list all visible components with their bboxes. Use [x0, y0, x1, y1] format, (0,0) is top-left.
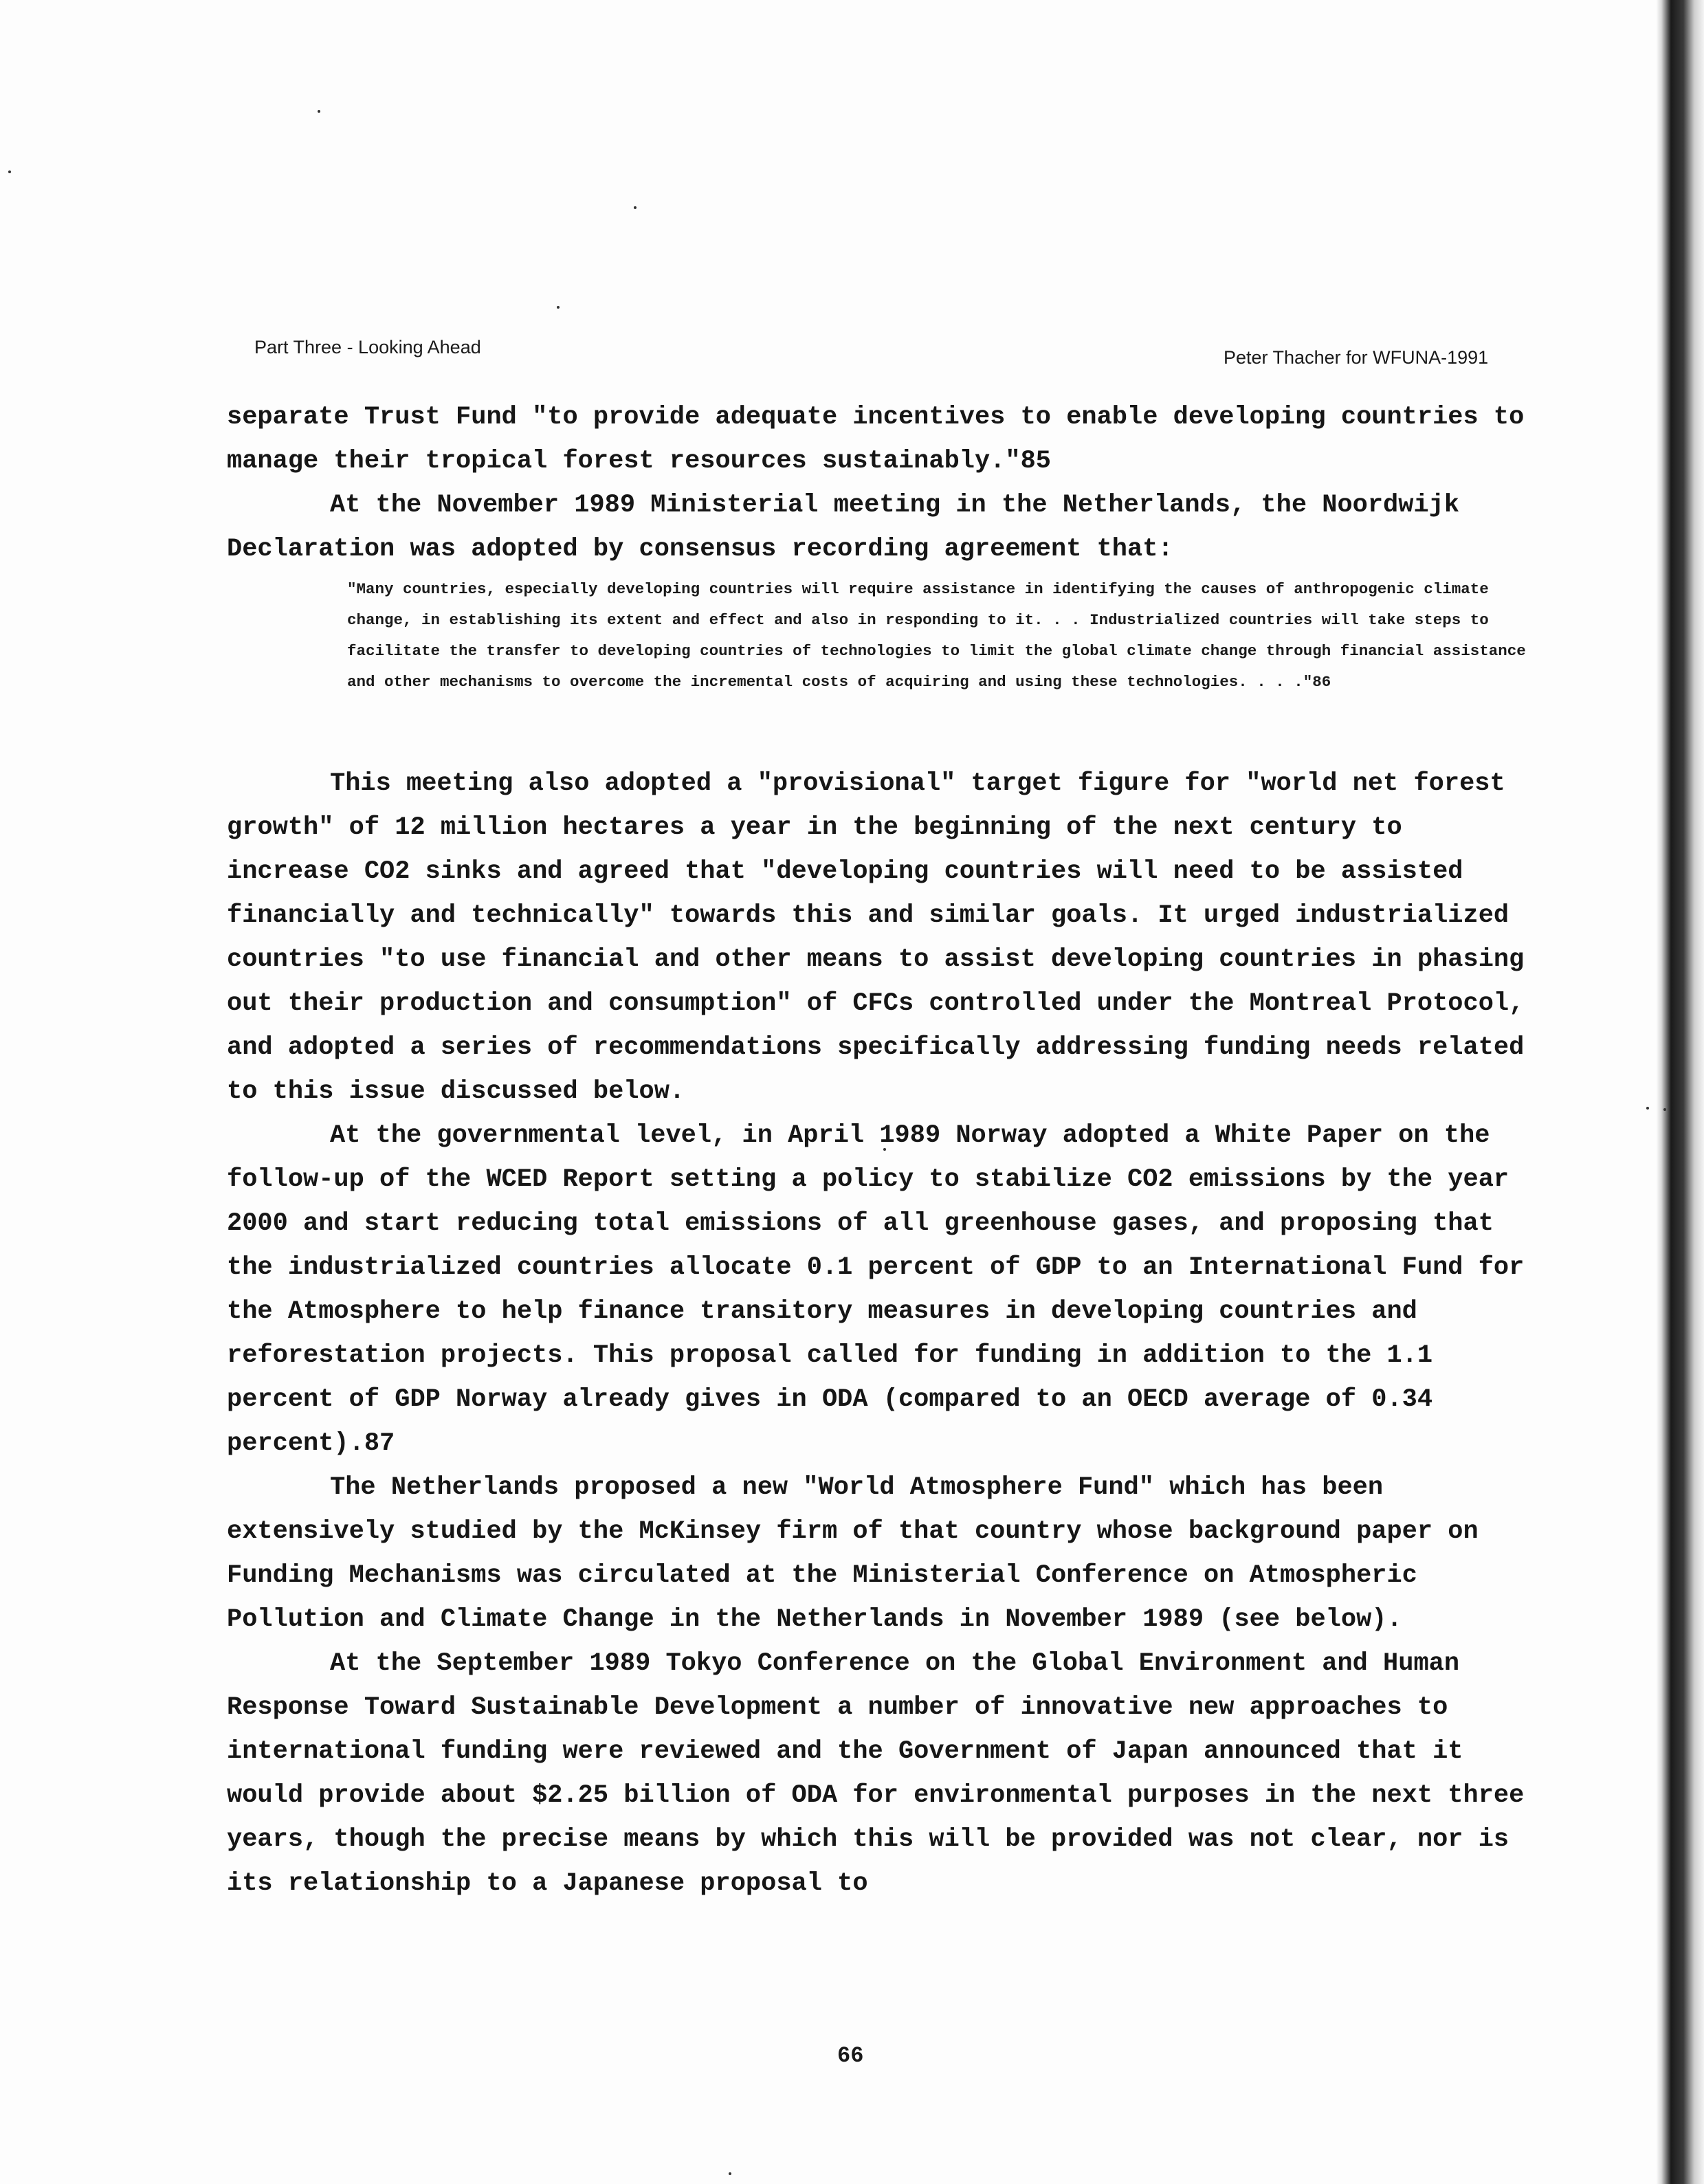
- scan-speck: [1646, 1107, 1649, 1110]
- paragraph-tokyo: At the September 1989 Tokyo Conference on the Global Environment and Human Response Toward Sustainable Development a number of innovative new approaches to international funding were reviewed and the Government of Japan announced that it would provide about $2.25 billion of ODA for environmental purposes in the next three years, though the precise means by which this will be provided was not clear, nor is its relationship to a Japanese proposal to: [227, 1649, 1525, 1898]
- scan-speck: [634, 206, 637, 209]
- running-header-right: Peter Thacher for WFUNA-1991: [1224, 347, 1489, 368]
- text-block-top: [227, 395, 1533, 571]
- scan-speck: [318, 110, 320, 113]
- scan-speck: [557, 306, 560, 309]
- scan-speck: [8, 170, 11, 173]
- paragraph-trust-fund: separate Trust Fund "to provide adequate incentives to enable developing countries to manage their tropical forest resources sustainably."85: [227, 403, 1525, 476]
- block-quote-noordwijk: "Many countries, especially developing countries will require assistance in identifying the causes of anthropogenic climate change, in establishing its extent and effect and also in responding to it. . . Industrialized countries will take steps to facilitate the transfer to developing countries of technologies to limit the global climate change through financial assistance and other mechanisms to overcome the incremental costs of acquiring and using these technologies. . . ."86: [347, 580, 1526, 691]
- scan-speck: [1663, 1108, 1666, 1111]
- page-number: 66: [837, 2043, 864, 2069]
- page-binding-edge: [1656, 0, 1704, 2184]
- scan-speck: [729, 2172, 731, 2175]
- paragraph-netherlands: The Netherlands proposed a new "World Atmosphere Fund" which has been extensively studied by the McKinsey firm of that country whose background paper on Funding Mechanisms was circulated at the Ministerial Conference on Atmospheric Pollution and Climate Change in the Netherlands in November 1989 (see below).: [227, 1473, 1479, 1634]
- running-header-left: Part Three - Looking Ahead: [254, 337, 481, 357]
- paragraph-norway: At the governmental level, in April 1989 Norway adopted a White Paper on the follow-up of the WCED Report setting a policy to stabilize CO2 emissions by the year 2000 and start reducing total emissions of all greenhouse gases, and proposing that the industrialized countries allocate 0.1 percent of GDP to an International Fund for the Atmosphere to help finance transitory measures in developing countries and reforestation projects. This proposal called for funding in addition to the 1.1 percent of GDP Norway already gives in ODA (compared to an OECD average of 0.34 percent).87: [227, 1121, 1525, 1458]
- paragraph-provisional-target: This meeting also adopted a "provisional" target figure for "world net forest growth" of 12 million hectares a year in the beginning of the next century to increase CO2 sinks and agreed that "developing countries will need to be assisted financially and technically" towards this and similar goals. It urged industrialized countries "to use financial and other means to assist developing countries in phasing out their production and consumption" of CFCs controlled under the Montreal Protocol, and adopted a series of recommendations specifically addressing funding needs related to this issue discussed below.: [227, 769, 1525, 1106]
- text-block-main: [227, 762, 1533, 1906]
- paragraph-noordwijk: At the November 1989 Ministerial meeting in the Netherlands, the Noordwijk Declaration was adopted by consensus recording agreement that:: [227, 491, 1460, 564]
